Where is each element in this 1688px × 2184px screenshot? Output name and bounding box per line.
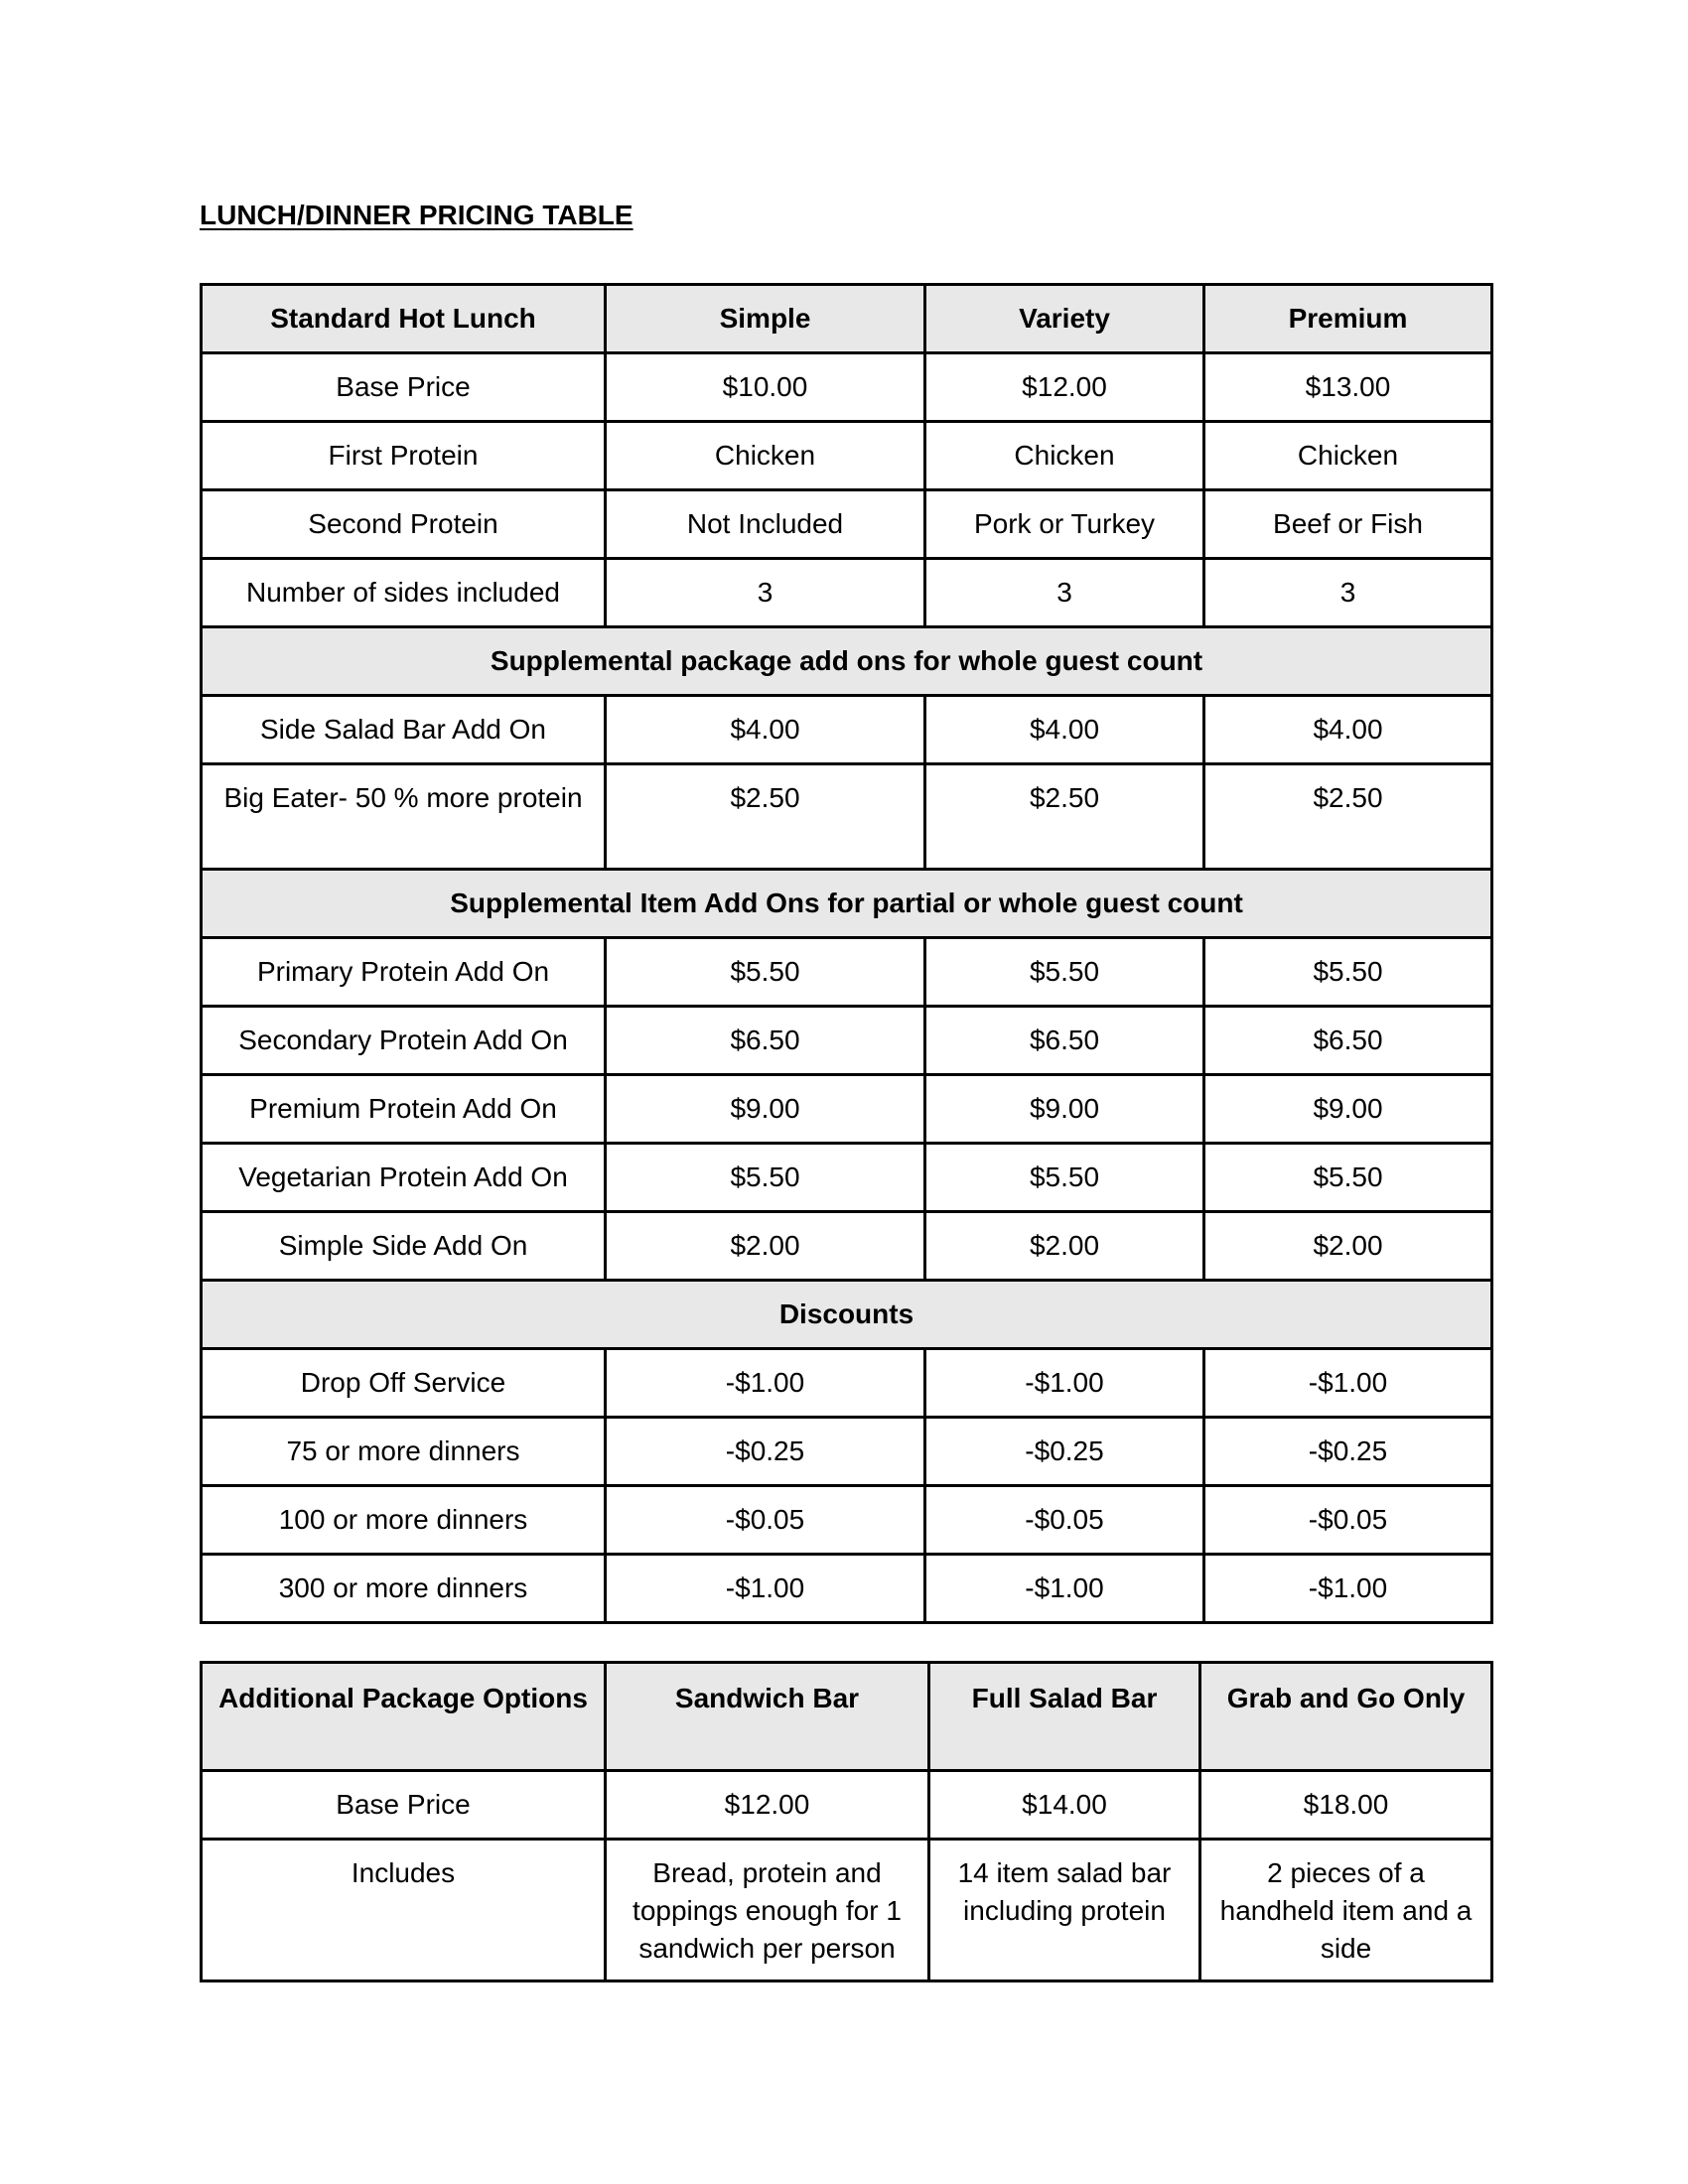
column-header: Additional Package Options (202, 1663, 606, 1771)
row-label: First Protein (202, 422, 606, 490)
price-cell: $12.00 (925, 353, 1204, 422)
header-row (202, 1663, 1492, 1771)
column-header: Simple (606, 285, 925, 353)
section-row (202, 870, 1492, 938)
row-label: Base Price (202, 1771, 606, 1840)
table-row (202, 1349, 1492, 1418)
table-row (202, 1840, 1492, 1981)
price-cell: -$0.25 (606, 1418, 925, 1486)
section-header: Discounts (202, 1281, 1492, 1349)
price-cell: -$0.25 (1204, 1418, 1492, 1486)
price-cell: $10.00 (606, 353, 925, 422)
table-row (202, 422, 1492, 490)
price-cell: $2.50 (606, 764, 925, 870)
price-cell: $6.50 (606, 1007, 925, 1075)
price-cell: $4.00 (925, 696, 1204, 764)
row-label: Includes (202, 1840, 606, 1981)
price-cell: $2.00 (1204, 1212, 1492, 1281)
price-cell: 3 (606, 559, 925, 627)
price-cell: Chicken (925, 422, 1204, 490)
column-header: Full Salad Bar (929, 1663, 1200, 1771)
price-cell: $2.50 (925, 764, 1204, 870)
row-label: Premium Protein Add On (202, 1075, 606, 1144)
page-title: LUNCH/DINNER PRICING TABLE (200, 200, 633, 230)
section-header: Supplemental package add ons for whole guest count (202, 627, 1492, 696)
price-cell: -$1.00 (925, 1555, 1204, 1623)
price-cell: -$0.05 (606, 1486, 925, 1555)
price-cell: -$1.00 (1204, 1349, 1492, 1418)
column-header: Standard Hot Lunch (202, 285, 606, 353)
row-label: Base Price (202, 353, 606, 422)
price-cell: $2.50 (1204, 764, 1492, 870)
price-cell: 2 pieces of a handheld item and a side (1200, 1840, 1492, 1981)
table-row (202, 353, 1492, 422)
row-label: Drop Off Service (202, 1349, 606, 1418)
price-cell: Not Included (606, 490, 925, 559)
price-cell: $5.50 (606, 938, 925, 1007)
price-cell: $6.50 (925, 1007, 1204, 1075)
price-cell: $5.50 (925, 1144, 1204, 1212)
price-cell: $5.50 (1204, 938, 1492, 1007)
additional-package-table (200, 1661, 1493, 1982)
row-label: Simple Side Add On (202, 1212, 606, 1281)
lunch-dinner-pricing-table (200, 283, 1493, 1624)
row-label: Secondary Protein Add On (202, 1007, 606, 1075)
table-row (202, 938, 1492, 1007)
price-cell: 14 item salad bar including protein (929, 1840, 1200, 1981)
price-cell: -$1.00 (606, 1555, 925, 1623)
table-row (202, 559, 1492, 627)
price-cell: -$1.00 (925, 1349, 1204, 1418)
table-row (202, 1144, 1492, 1212)
column-header: Variety (925, 285, 1204, 353)
table-row (202, 1771, 1492, 1840)
price-cell: $5.50 (606, 1144, 925, 1212)
price-cell: Beef or Fish (1204, 490, 1492, 559)
price-cell: $9.00 (925, 1075, 1204, 1144)
price-cell: $9.00 (1204, 1075, 1492, 1144)
price-cell: 3 (1204, 559, 1492, 627)
section-row (202, 1281, 1492, 1349)
row-label: Second Protein (202, 490, 606, 559)
price-cell: Pork or Turkey (925, 490, 1204, 559)
table-row (202, 1007, 1492, 1075)
table-row (202, 1075, 1492, 1144)
column-header: Grab and Go Only (1200, 1663, 1492, 1771)
price-cell: -$0.05 (1204, 1486, 1492, 1555)
table-row (202, 696, 1492, 764)
price-cell: -$0.05 (925, 1486, 1204, 1555)
row-label: Primary Protein Add On (202, 938, 606, 1007)
row-label: Side Salad Bar Add On (202, 696, 606, 764)
price-cell: $4.00 (606, 696, 925, 764)
price-cell: $5.50 (925, 938, 1204, 1007)
row-label: 100 or more dinners (202, 1486, 606, 1555)
price-cell: $4.00 (1204, 696, 1492, 764)
price-cell: Chicken (606, 422, 925, 490)
price-cell: $13.00 (1204, 353, 1492, 422)
price-cell: $6.50 (1204, 1007, 1492, 1075)
price-cell: 3 (925, 559, 1204, 627)
price-cell: $18.00 (1200, 1771, 1492, 1840)
price-cell: $5.50 (1204, 1144, 1492, 1212)
price-cell: $9.00 (606, 1075, 925, 1144)
price-cell: $2.00 (925, 1212, 1204, 1281)
table-row (202, 490, 1492, 559)
table-row (202, 764, 1492, 870)
table-row (202, 1212, 1492, 1281)
table-row (202, 1486, 1492, 1555)
price-cell: Bread, protein and toppings enough for 1 sandwich per person (606, 1840, 929, 1981)
price-cell: -$0.25 (925, 1418, 1204, 1486)
row-label: 75 or more dinners (202, 1418, 606, 1486)
section-header: Supplemental Item Add Ons for partial or whole guest count (202, 870, 1492, 938)
table-row (202, 1555, 1492, 1623)
price-cell: -$1.00 (1204, 1555, 1492, 1623)
header-row (202, 285, 1492, 353)
section-row (202, 627, 1492, 696)
row-label: 300 or more dinners (202, 1555, 606, 1623)
row-label: Number of sides included (202, 559, 606, 627)
row-label: Vegetarian Protein Add On (202, 1144, 606, 1212)
price-cell: Chicken (1204, 422, 1492, 490)
price-cell: $14.00 (929, 1771, 1200, 1840)
price-cell: $12.00 (606, 1771, 929, 1840)
price-cell: -$1.00 (606, 1349, 925, 1418)
table-row (202, 1418, 1492, 1486)
column-header: Sandwich Bar (606, 1663, 929, 1771)
price-cell: $2.00 (606, 1212, 925, 1281)
column-header: Premium (1204, 285, 1492, 353)
row-label: Big Eater- 50 % more protein (202, 764, 606, 870)
